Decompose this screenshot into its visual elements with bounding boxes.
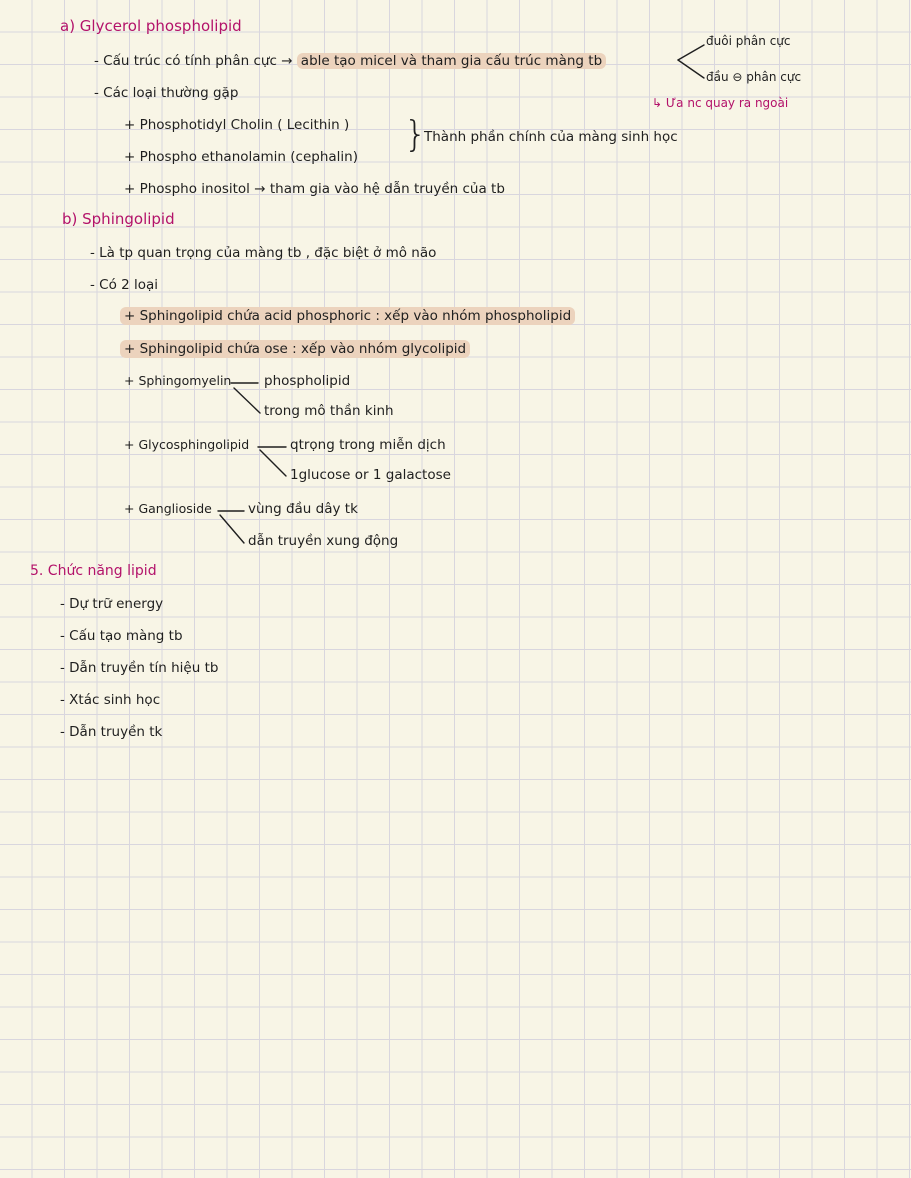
structure-prefix: - Cấu trúc có tính phân cực xyxy=(94,53,277,69)
ganglioside-label: + Ganglioside xyxy=(124,501,212,516)
function-item-4: - Xtác sinh học xyxy=(60,692,161,708)
section-a-title: a) Glycerol phospholipid xyxy=(60,17,242,35)
branch-line-bottom xyxy=(678,60,704,78)
sphingo-importance-line: - Là tp quan trọng của màng tb , đặc biệt ở mô não xyxy=(90,245,437,261)
section-b-title: b) Sphingolipid xyxy=(62,210,175,228)
brace-note: Thành phần chính của màng sinh học xyxy=(424,129,678,145)
water-note: ↳ Ưa nc quay ra ngoài xyxy=(652,96,789,110)
glyco-branch-2: 1glucose or 1 galactose xyxy=(290,467,451,483)
item-lecithin: + Phosphotidyl Cholin ( Lecithin ) xyxy=(124,117,350,133)
function-item-2: - Cấu tạo màng tb xyxy=(60,628,183,644)
function-item-1: - Dự trữ energy xyxy=(60,596,164,612)
ganglio-branch-2: dẫn truyền xung động xyxy=(248,533,399,549)
sphingomyelin-branch-2: trong mô thần kinh xyxy=(264,403,394,419)
glyco-line-bottom xyxy=(260,450,286,476)
inositol-note: tham gia vào hệ dẫn truyền của tb xyxy=(269,181,505,197)
item-cephalin: + Phospho ethanolamin (cephalin) xyxy=(124,149,359,165)
ose-highlight: + Sphingolipid chứa ose : xếp vào nhóm glycolipid xyxy=(120,340,470,358)
micel-highlight: able tạo micel và tham gia cấu trúc màng tb xyxy=(297,53,606,69)
section-5-title: 5. Chức năng lipid xyxy=(30,563,157,579)
two-types-line: - Có 2 loại xyxy=(90,277,159,293)
function-item-5: - Dẫn truyền tk xyxy=(60,724,163,740)
inositol-label: + Phospho inositol xyxy=(124,181,250,197)
branch-line-top xyxy=(678,45,704,60)
arrow-icon: → xyxy=(281,53,293,69)
common-types-line: - Các loại thường gặp xyxy=(94,85,239,101)
function-item-3: - Dẫn truyền tín hiệu tb xyxy=(60,660,219,676)
glycosphingolipid-label: + Glycosphingolipid xyxy=(124,437,250,452)
phosphoric-highlight: + Sphingolipid chứa acid phosphoric : xếp vào nhóm phospholipid xyxy=(120,307,575,325)
structure-line xyxy=(94,52,606,70)
branch-top-label: đuôi phân cực xyxy=(706,34,791,48)
item-inositol xyxy=(124,180,505,198)
ganglio-branch-1: vùng đầu dây tk xyxy=(248,501,358,517)
sphingomyelin-line-bottom xyxy=(234,388,260,413)
sphingomyelin-branch-1: phospholipid xyxy=(264,373,351,389)
arrow-icon: → xyxy=(254,181,266,197)
glyco-branch-1: qtrọng trong miễn dịch xyxy=(290,437,446,453)
branch-bottom-label: đầu ⊖ phân cực xyxy=(706,70,802,84)
ganglio-line-bottom xyxy=(220,515,244,543)
sphingomyelin-label: + Sphingomyelin xyxy=(124,373,232,388)
brace-icon: } xyxy=(404,114,427,155)
